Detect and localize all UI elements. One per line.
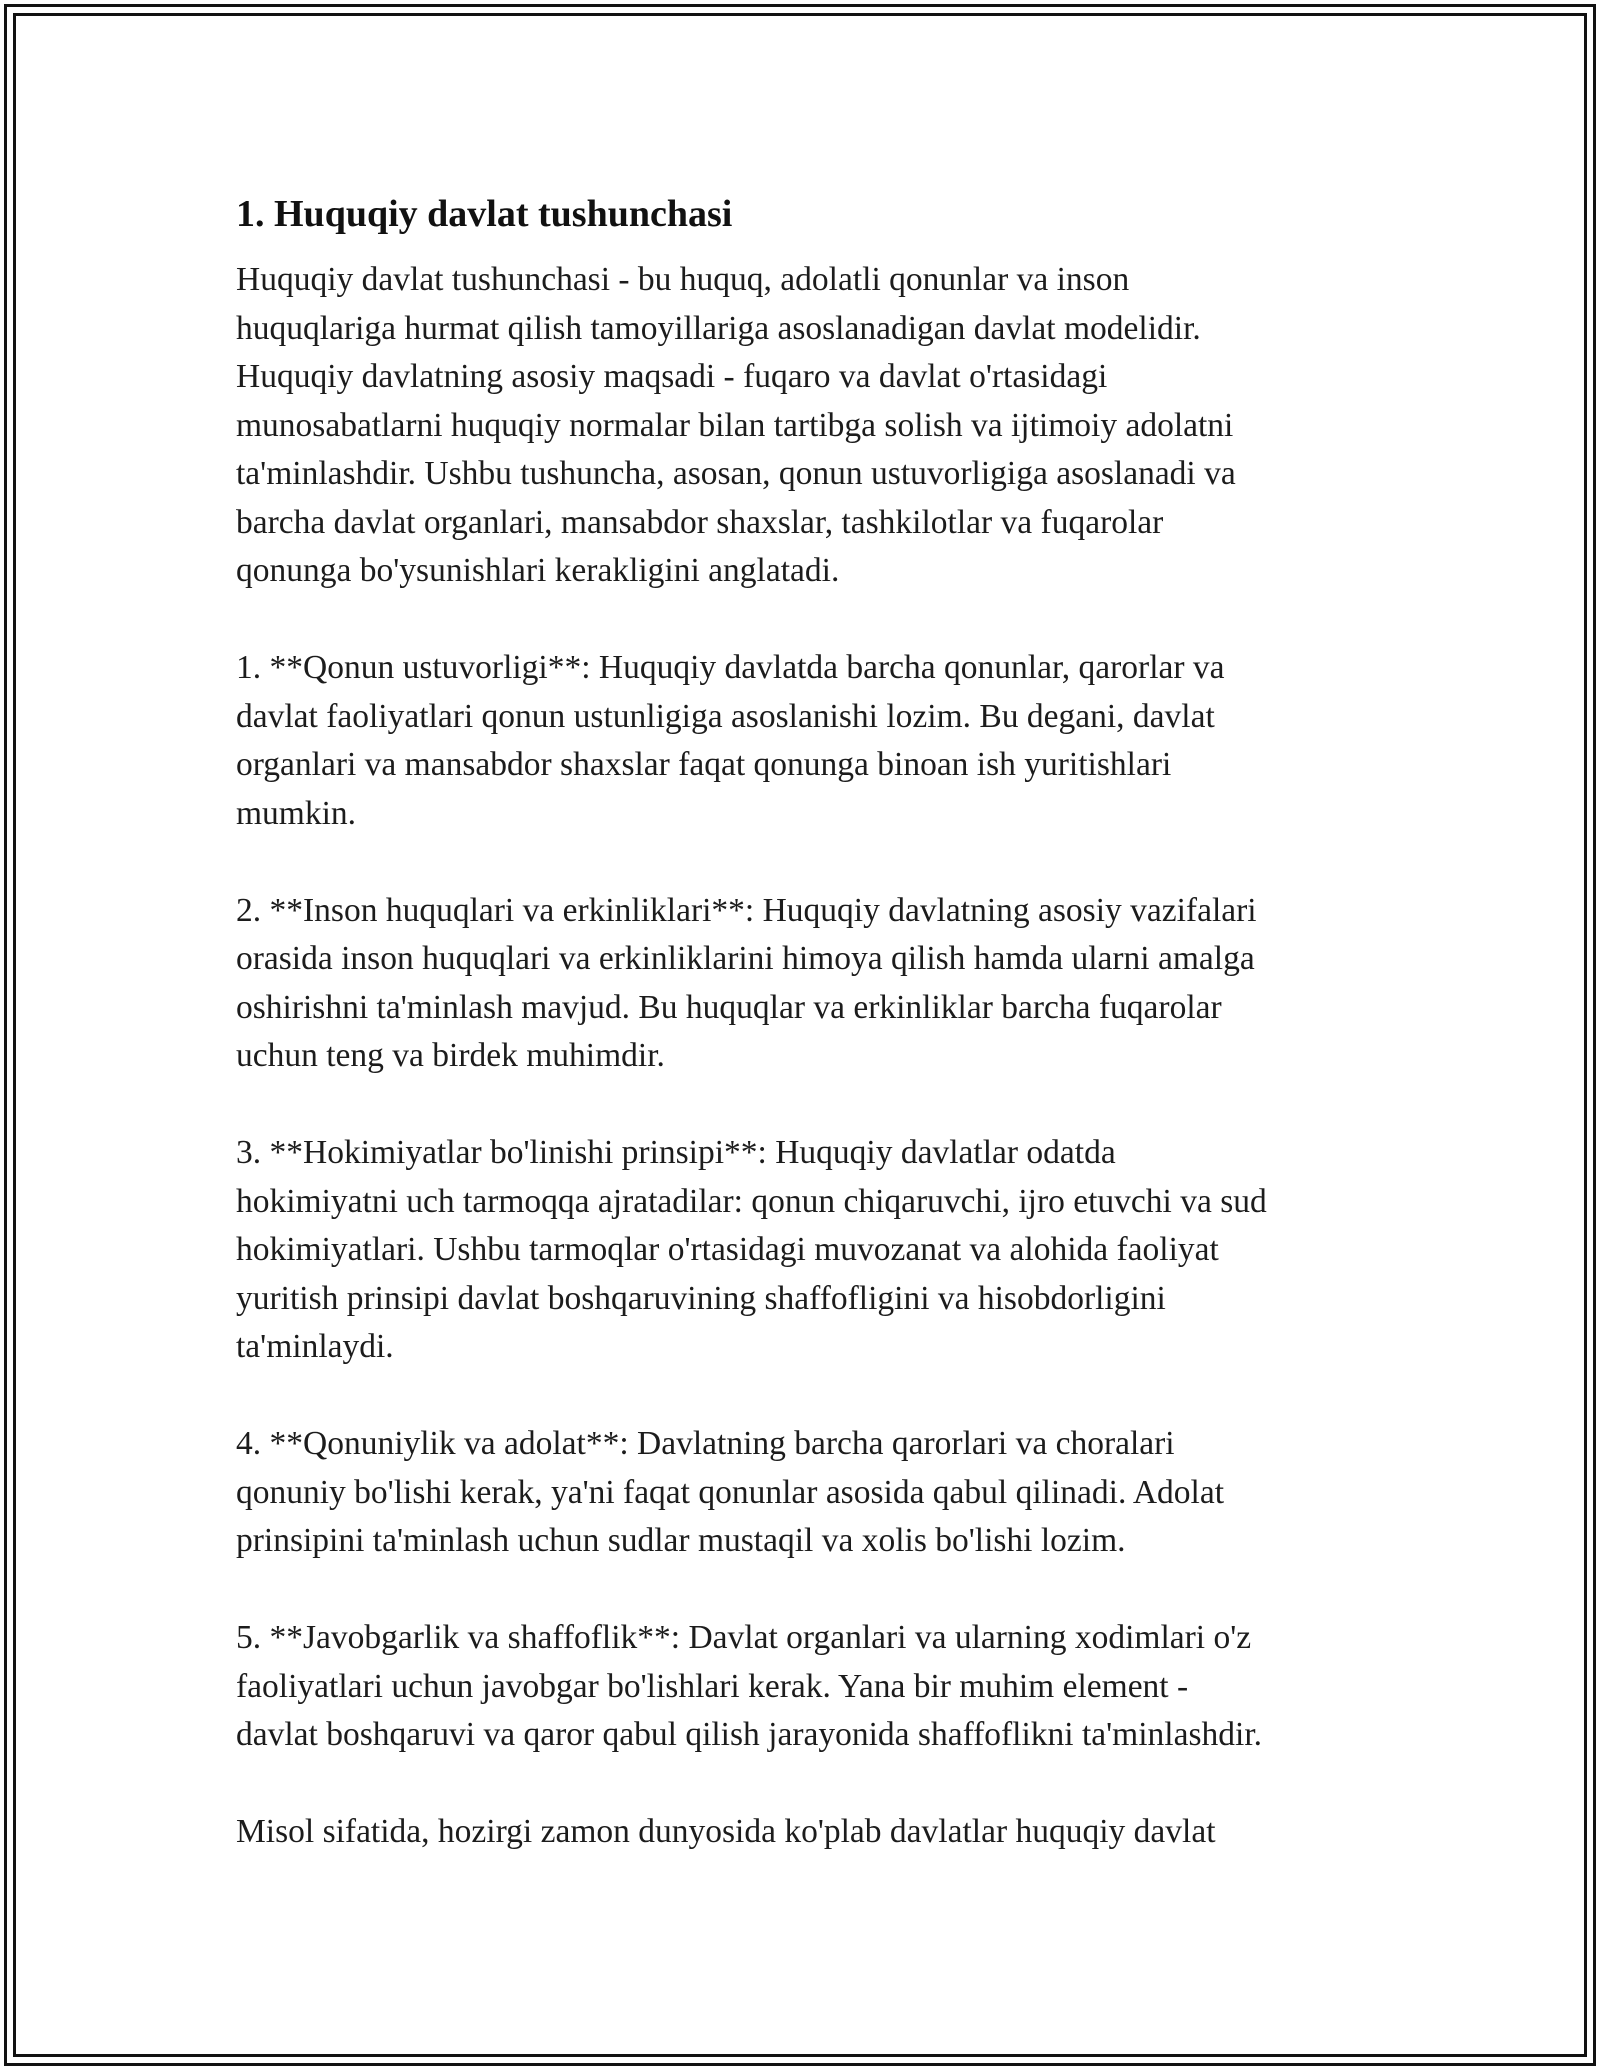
- list-item-accountability: 5. **Javobgarlik va shaffoflik**: Davlat organlari va ularning xodimlari o'z faoliyatlari uchun javobgar bo'lishlari kerak. Yana bir muhim element - davlat boshqaruvi va qaror qabul qilish jarayonida shaffoflikni ta'minlashdir.: [236, 1619, 1263, 1753]
- list-item-rule-of-law: 1. **Qonun ustuvorligi**: Huquqiy davlatda barcha qonunlar, qarorlar va davlat faoliyatlari qonun ustunligiga asoslanishi lozim. Bu degani, davlat organlari va mansabdor shaxslar faqat qonunga binoan ish yuritishlari mumkin.: [236, 649, 1225, 832]
- closing-paragraph: Misol sifatida, hozirgi zamon dunyosida ko'plab davlatlar huquqiy davlat: [236, 1813, 1216, 1850]
- intro-paragraph: Huquqiy davlat tushunchasi - bu huquq, adolatli qonunlar va inson huquqlariga hurmat qilish tamoyillariga asoslanadigan davlat modelidir. Huquqiy davlatning asosiy maqsadi - fuqaro va davlat o'rtasidagi munosabatlarni huquqiy normalar bilan tartibga solish va ijtimoiy adolatni ta'minlashdir. Ushbu tushuncha, asosan, qonun ustuvorligiga asoslanadi va barcha davlat organlari, mansabdor shaxslar, tashkilotlar va fuqarolar qonunga bo'ysunishlari kerakligini anglatadi.: [236, 261, 1236, 589]
- list-item-legality-justice: 4. **Qonuniylik va adolat**: Davlatning barcha qarorlari va choralari qonuniy bo'lishi kerak, ya'ni faqat qonunlar asosida qabul qilinadi. Adolat prinsipini ta'minlash uchun sudlar mustaqil va xolis bo'lishi lozim.: [236, 1425, 1225, 1559]
- document-body: [236, 186, 1386, 1905]
- list-item-human-rights: 2. **Inson huquqlari va erkinliklari**: Huquqiy davlatning asosiy vazifalari orasida inson huquqlari va erkinliklarini himoya qilish hamda ularni amalga oshirishni ta'minlash mavjud. Bu huquqlar va erkinliklar barcha fuqarolar uchun teng va birdek muhimdir.: [236, 891, 1257, 1074]
- section-heading: 1. Huquqiy davlat tushunchasi: [236, 193, 733, 235]
- list-item-separation-of-powers: 3. **Hokimiyatlar bo'linishi prinsipi**: Huquqiy davlatlar odatda hokimiyatni uch tarmoqqa ajratadilar: qonun chiqaruvchi, ijro etuvchi va sud hokimiyatlari. Ushbu tarmoqlar o'rtasidagi muvozanat va alohida faoliyat yuritish prinsipi davlat boshqaruvining shaffofligini va hisobdorligini ta'minlaydi.: [236, 1134, 1267, 1365]
